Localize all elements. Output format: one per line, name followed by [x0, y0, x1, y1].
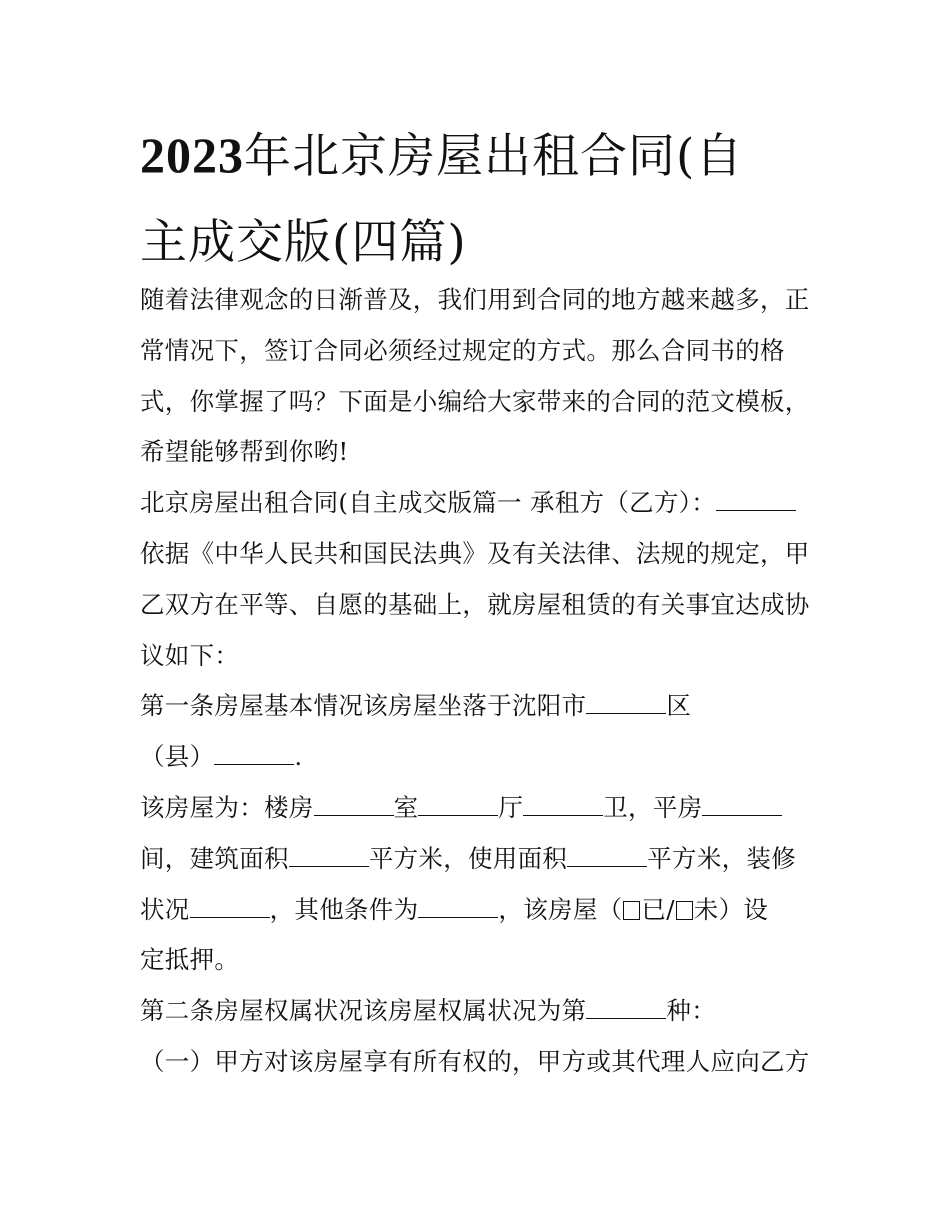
intro-line: 随着法律观念的日渐普及，我们用到合同的地方越来越多，正: [140, 285, 810, 314]
fill-blank: [702, 795, 782, 816]
house-type-line: 状况 ，其他条件为 ，该房屋（ 已/ 未）设: [140, 894, 769, 924]
intro-line: 式，你掌握了吗？下面是小编给大家带来的合同的范文模板，: [140, 386, 810, 416]
fill-blank: [567, 846, 647, 867]
basis-line: 依据《中华人民共和国民法典》及有关法律、法规的规定，甲: [140, 538, 810, 568]
article-1-line: （县） .: [140, 742, 303, 772]
document-body: [140, 275, 830, 1088]
fill-blank: [314, 795, 394, 816]
fill-blank: [586, 693, 666, 714]
title-year: 2023: [140, 127, 244, 183]
fill-blank: [586, 998, 666, 1019]
house-type-line: 该房屋为：楼房 室 厅 卫，平房: [140, 783, 830, 834]
basis-line: 乙双方在平等、自愿的基础上，就房屋租赁的有关事宜达成协: [140, 589, 810, 619]
title-line-1: 2023年北京房屋出租合同(自: [140, 127, 744, 184]
fill-blank: [190, 897, 270, 918]
basis-line: 议如下：: [140, 640, 240, 670]
fill-blank: [214, 744, 294, 765]
document-title: [140, 112, 820, 286]
intro-line: 希望能够帮到你哟!: [140, 437, 349, 467]
clause-line: （一）甲方对该房屋享有所有权的，甲方或其代理人应向乙方: [140, 1046, 810, 1076]
title-line-2: 主成交版(四篇): [140, 215, 467, 270]
fill-blank: [289, 846, 369, 867]
checkbox-icon: [623, 901, 640, 920]
fill-blank: [418, 795, 498, 816]
fill-blank: [523, 795, 603, 816]
checkbox-icon: [676, 901, 693, 920]
article-2-line: 第二条房屋权属状况该房屋权属状况为第 种：: [140, 996, 717, 1026]
house-type-line: 间，建筑面积 平方米，使用面积 平方米，装修: [140, 843, 797, 873]
house-type-line: 定抵押。: [140, 945, 240, 975]
article-1-line: 第一条房屋基本情况该房屋坐落于沈阳市 区: [140, 691, 692, 721]
fill-blank: [716, 490, 796, 511]
section-heading: 北京房屋出租合同(自主成交版篇一 承租方（乙方）：: [140, 478, 830, 529]
intro-line: 常情况下，签订合同必须经过规定的方式。那么合同书的格: [140, 335, 785, 365]
fill-blank: [418, 897, 498, 918]
